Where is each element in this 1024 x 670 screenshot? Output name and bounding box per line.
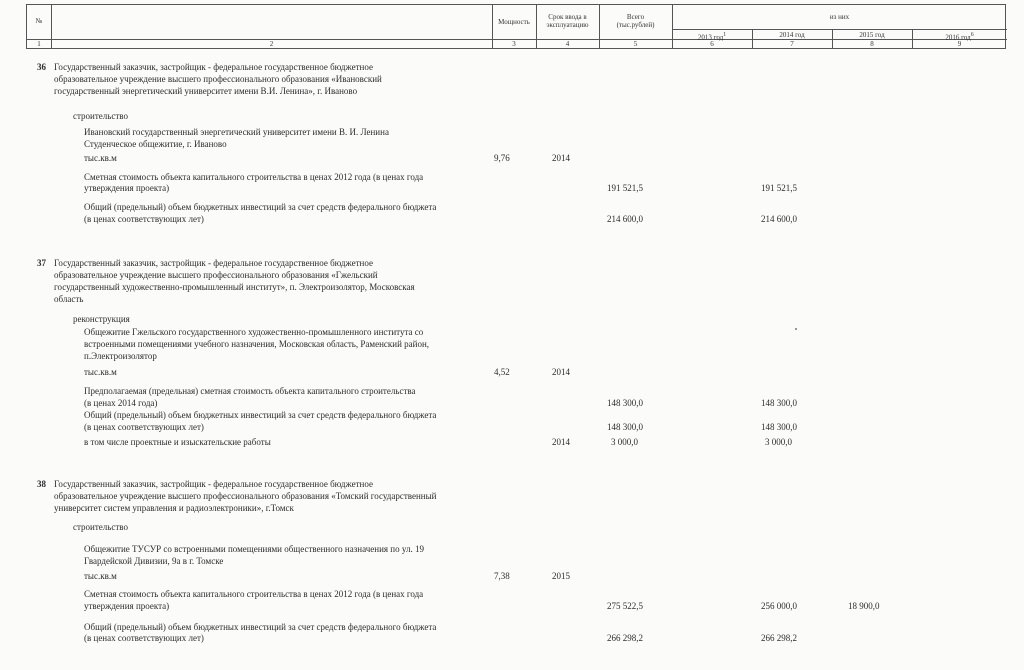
- capacity-value: 4,52: [494, 367, 510, 377]
- col-capacity-label: Мощность: [498, 18, 530, 26]
- col-total-label: Всего (тыс.рублей): [616, 13, 655, 29]
- col-number-5: 5: [633, 40, 638, 48]
- col-term-label: Срок ввода в эксплуатацию: [546, 13, 589, 29]
- col-number-8: 8: [870, 40, 874, 48]
- col-no-label: №: [35, 17, 43, 25]
- col-number-4: 4: [565, 40, 570, 48]
- row-label: Сметная стоимость объекта капитального строительства в ценах 2012 года (в ценах года: [84, 172, 424, 182]
- col-year-2015: 2015 год: [859, 31, 885, 39]
- object-name: Ивановский государственный энергетический университет имени В. И. Ленина: [84, 127, 389, 137]
- total-value: 148 300,0: [607, 422, 643, 432]
- scan-speck: [795, 328, 797, 330]
- row-label: Сметная стоимость объекта капитального строительства в ценах 2012 года (в ценах года: [84, 589, 424, 599]
- col-number-6: 6: [710, 40, 714, 48]
- work-type: строительство: [73, 111, 128, 121]
- year-2014-value: 148 300,0: [761, 398, 797, 408]
- row-label: утверждения проекта): [84, 183, 170, 193]
- table-header: [26, 4, 1006, 49]
- customer-line: Государственный заказчик, застройщик - федеральное государственное бюджетное: [54, 479, 373, 489]
- col-number-9: 9: [957, 40, 962, 48]
- unit-label: тыс.кв.м: [84, 367, 117, 377]
- row-label: Общий (предельный) объем бюджетных инвестиций за счет средств федерального бюджета: [84, 410, 437, 420]
- object-name: Студенческое общежитие, г. Иваново: [84, 139, 227, 149]
- unit-label: тыс.кв.м: [84, 153, 117, 163]
- customer-line: университет систем управления и радиоэлектроники», г.Томск: [54, 503, 294, 513]
- row-label: Общий (предельный) объем бюджетных инвестиций за счет средств федерального бюджета: [84, 202, 437, 212]
- term-value: 2014: [552, 437, 570, 447]
- term-value: 2014: [552, 153, 570, 163]
- entry-number: 38: [37, 479, 46, 489]
- work-type: реконструкция: [73, 314, 130, 324]
- col-number-2: 2: [269, 40, 274, 48]
- year-2014-value: 191 521,5: [761, 183, 797, 193]
- entry-number: 37: [37, 258, 46, 268]
- customer-line: Государственный заказчик, застройщик - федеральное государственное бюджетное: [54, 62, 373, 72]
- object-name: встроенными помещениями учебного назначения, Московская область, Раменский район,: [84, 339, 430, 349]
- object-name: Гвардейской Дивизии, 9а в г. Томске: [84, 556, 224, 566]
- total-value: 148 300,0: [607, 398, 643, 408]
- col-number-3: 3: [512, 40, 516, 48]
- year-2015-value: 18 900,0: [848, 601, 880, 611]
- col-year-2016: 2016 год$^6$: [945, 32, 974, 42]
- customer-line: образовательное учреждение высшего профессионального образования «Ивановский: [54, 74, 382, 84]
- total-value: 3 000,0: [611, 437, 638, 447]
- year-2014-value: 214 600,0: [761, 214, 797, 224]
- total-value: 191 521,5: [607, 183, 643, 193]
- row-label: Общий (предельный) объем бюджетных инвестиций за счет средств федерального бюджета: [84, 622, 437, 632]
- customer-line: образовательное учреждение высшего профессионального образования «Томский государственный: [54, 491, 437, 501]
- entry-number: 36: [37, 62, 46, 72]
- row-label: Предполагаемая (предельная) сметная стоимость объекта капитального строительства: [84, 386, 416, 396]
- customer-line: государственный энергетический университет имени В.И. Ленина», г. Иваново: [54, 86, 358, 96]
- row-label: в том числе проектные и изыскательские работы: [84, 437, 271, 447]
- col-of-which-label: из них: [829, 13, 850, 21]
- object-name: Общежитие Гжельского государственного художественно-промышленного института со: [84, 327, 424, 337]
- customer-line: Государственный заказчик, застройщик - федеральное государственное бюджетное: [54, 258, 373, 268]
- total-value: 266 298,2: [607, 633, 643, 643]
- year-2014-value: 148 300,0: [761, 422, 797, 432]
- row-label: утверждения проекта): [84, 601, 170, 611]
- row-label: (в ценах соответствующих лет): [84, 422, 204, 432]
- customer-line: государственный художественно-промышленный институт», п. Электроизолятор, Московская: [54, 282, 415, 292]
- col-number-1: 1: [37, 40, 41, 48]
- year-2014-value: 3 000,0: [765, 437, 792, 447]
- col-year-2013: 2013 год$^1$: [697, 32, 727, 42]
- col-number-7: 7: [790, 40, 794, 48]
- capacity-value: 9,76: [494, 153, 510, 163]
- work-type: строительство: [73, 522, 128, 532]
- row-label: (в ценах 2014 года): [84, 398, 158, 408]
- col-year-2014: 2014 год: [779, 31, 805, 39]
- customer-line: область: [54, 294, 84, 304]
- total-value: 214 600,0: [607, 214, 643, 224]
- object-name: Общежитие ТУСУР со встроенными помещениями общественного назначения по ул. 19: [84, 544, 424, 554]
- total-value: 275 522,5: [607, 601, 643, 611]
- row-label: (в ценах соответствующих лет): [84, 633, 204, 643]
- unit-label: тыс.кв.м: [84, 571, 117, 581]
- year-2014-value: 266 298,2: [761, 633, 797, 643]
- term-value: 2014: [552, 367, 570, 377]
- term-value: 2015: [552, 571, 570, 581]
- capacity-value: 7,38: [494, 571, 510, 581]
- customer-line: образовательное учреждение высшего профессионального образования «Гжельский: [54, 270, 378, 280]
- row-label: (в ценах соответствующих лет): [84, 214, 204, 224]
- year-2014-value: 256 000,0: [761, 601, 797, 611]
- object-name: п.Электроизолятор: [84, 351, 157, 361]
